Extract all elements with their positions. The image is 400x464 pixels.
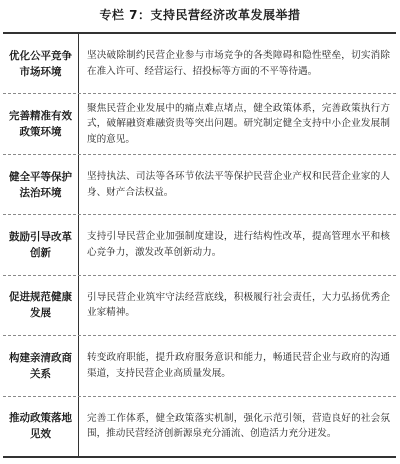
row-label-legal-environment: 健全平等保护法治环境 xyxy=(3,155,79,214)
row-description-text: 完善工作体系，健全政策落实机制，强化示范引领，营造良好的社会氛围，推动民营经济创新源泉充分涌流、创造活力充分迸发。 xyxy=(87,412,390,440)
row-label-healthy-development: 促进规范健康发展 xyxy=(3,276,79,335)
row-label-government-business: 构建亲清政商关系 xyxy=(3,336,79,395)
row-description-text: 坚持执法、司法等各环节依法平等保护民营企业产权和民营企业家的人身、财产合法权益。 xyxy=(87,171,390,198)
row-description xyxy=(79,94,396,153)
row-label-policy-environment: 完善精准有效政策环境 xyxy=(3,94,79,153)
table-row xyxy=(3,93,396,153)
row-description xyxy=(79,397,396,456)
row-label-policy-implementation: 推动政策落地见效 xyxy=(3,397,79,456)
row-description-text: 转变政府职能，提升政府服务意识和能力，畅通民营企业与政府的沟通渠道，支持民营企业高质量发展。 xyxy=(87,352,390,379)
row-description xyxy=(79,336,396,395)
row-description-text: 坚决破除制约民营企业参与市场竞争的各类障碍和隐性壁垒，切实消除在准入许可、经营运行、招投标等方面的不平等待遇。 xyxy=(87,50,390,77)
table-row xyxy=(3,34,396,93)
row-description-text: 引导民营企业筑牢守法经营底线，积极履行社会责任，大力弘扬优秀企业家精神。 xyxy=(87,291,390,319)
row-description xyxy=(79,276,396,335)
table-row xyxy=(3,214,396,274)
table-row xyxy=(3,396,396,456)
table-row xyxy=(3,335,396,395)
table-title: 专栏 7：支持民营经济改革发展举措 xyxy=(99,8,301,22)
table-row xyxy=(3,154,396,214)
row-description xyxy=(79,215,396,274)
row-description xyxy=(79,34,396,93)
row-label-fair-competition: 优化公平竞争市场环境 xyxy=(3,34,79,93)
row-label-reform-innovation: 鼓励引导改革创新 xyxy=(3,215,79,274)
row-description-text: 聚焦民营企业发展中的痛点难点堵点，健全政策体系，完善政策执行方式，破解融资难融资贵等突出问题。研究制定健全支持中小企业发展制度的意见。 xyxy=(87,102,390,145)
table-row xyxy=(3,275,396,335)
row-description-text: 支持引导民营企业加强制度建设，进行结构性改革，提高管理水平和核心竞争力，激发改革创新动力。 xyxy=(87,231,390,258)
row-description xyxy=(79,155,396,214)
measures-table xyxy=(3,32,396,458)
